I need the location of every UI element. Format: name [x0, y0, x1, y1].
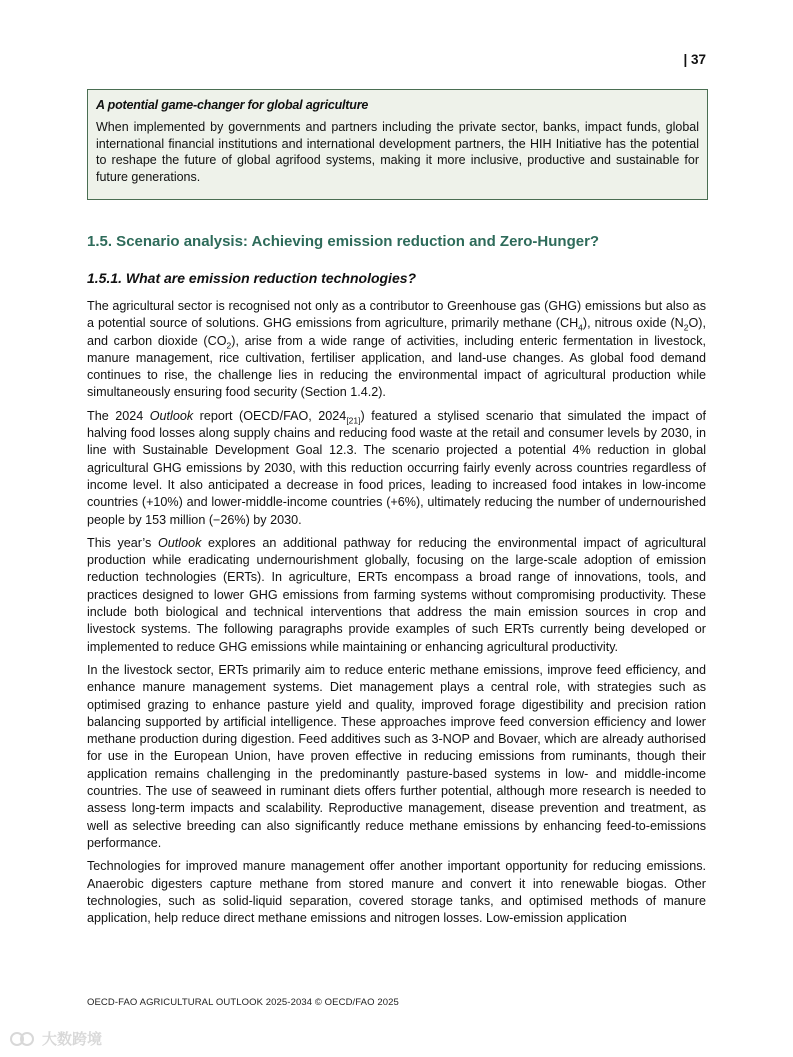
- callout-body: When implemented by governments and partners including the private sector, banks, impact funds, global international financial institutions and international development partners, the HIH Initiative has the potential to reshape the future of global agrifood systems, making it more inclusive, productive and sustainable for future generations.: [96, 120, 699, 184]
- callout-title: A potential game-changer for global agriculture: [96, 98, 369, 112]
- paragraph-2: The 2024 Outlook report (OECD/FAO, $2024_{[21]}$) featured a stylised scenario that simulated the impact of halving food losses along supply chains and reducing food waste at the retail and consumer levels by 2030, in line with Sustainable Development Goal 12.3. The scenario projected a potential 4% reduction in global agricultural GHG emissions by 2030, with this reduction occurring fairly evenly across countries regardless of income level. It also anticipated a decrease in food prices, leading to increased food intakes in low-income countries (+10%) and lower-middle-income countries (+6%), ultimately reducing the number of undernourished people by 153 million (−26%) by 2030.: [87, 408, 706, 527]
- paragraph-5: Technologies for improved manure management offer another important opportunity for reducing emissions. Anaerobic digesters capture methane from stored manure and convert it into renewable biogas. Other technologies, such as solid-liquid separation, covered storage tanks, and optimised methods of manure application, help reduce direct methane emissions and nitrogen losses. Low-emission application: [87, 859, 706, 926]
- watermark-text: 大数跨境: [42, 1031, 103, 1048]
- reference-link[interactable]: [21]: [346, 415, 361, 426]
- callout-box: [87, 89, 708, 200]
- subsection-heading: 1.5.1. What are emission reduction technologies?: [87, 270, 417, 286]
- page-footer: OECD-FAO AGRICULTURAL OUTLOOK 2025-2034 © OECD/FAO 2025: [87, 997, 399, 1008]
- watermark-logo-icon: [8, 1030, 38, 1048]
- paragraph-1: The agricultural sector is recognised not only as a contributor to Greenhouse gas (GHG) emissions but also as a potential source of solutions. GHG emissions from agriculture, primarily methane $(CH_4)$, nitrous oxide $(N_2O)$, and carbon dioxide $(CO_2)$, arise from a wide range of activities, including enteric fermentation in livestock, manure management, rice cultivation, fertiliser application, and land-use changes. As global food demand continues to rise, the challenge lies in reducing the environmental impact of agricultural production while simultaneously ensuring food security (Section 1.4.2).: [87, 299, 707, 400]
- main-content: [87, 232, 706, 933]
- paragraph-3: This year’s Outlook explores an additional pathway for reducing the environmental impact of agricultural production while eradicating undernourishment globally, focusing on the large-scale adoption of emission reduction technologies (ERTs). In agriculture, ERTs encompass a broad range of innovations, tools, and practices designed to lower GHG emissions from farming systems without compromising productivity. These include both biological and technical interventions that address the main emission sources in crop and livestock systems. The following paragraphs provide examples of such ERTs currently being developed or implemented to reduce GHG emissions while maintaining or enhancing agricultural productivity.: [87, 535, 706, 654]
- section-heading: 1.5. Scenario analysis: Achieving emission reduction and Zero-Hunger?: [87, 233, 600, 250]
- page-number: | 37: [683, 52, 706, 67]
- watermark: [8, 1028, 102, 1049]
- paragraph-4: In the livestock sector, ERTs primarily aim to reduce enteric methane emissions, improve feed efficiency, and enhance manure management systems. Diet management plays a central role, with strategies such as optimised grazing to enhance pasture yield and quality, improved forage digestibility and precision ration balancing supported by artificial intelligence. These approaches improve feed conversion efficiency and lower methane production during digestion. Feed additives such as 3-NOP and Bovaer, which are already authorised for use in the European Union, have proven effective in reducing emissions from ruminants, though their application remains challenging in the predominantly pasture-based systems in low- and middle-income countries. The use of seaweed in ruminant diets offers further potential, although more research is needed to assess long-term impacts and scalability. Reproductive management, disease prevention and treatment, as well as selective breeding can also significantly reduce methane emissions by enhancing feed-to-emissions performance.: [87, 662, 706, 850]
